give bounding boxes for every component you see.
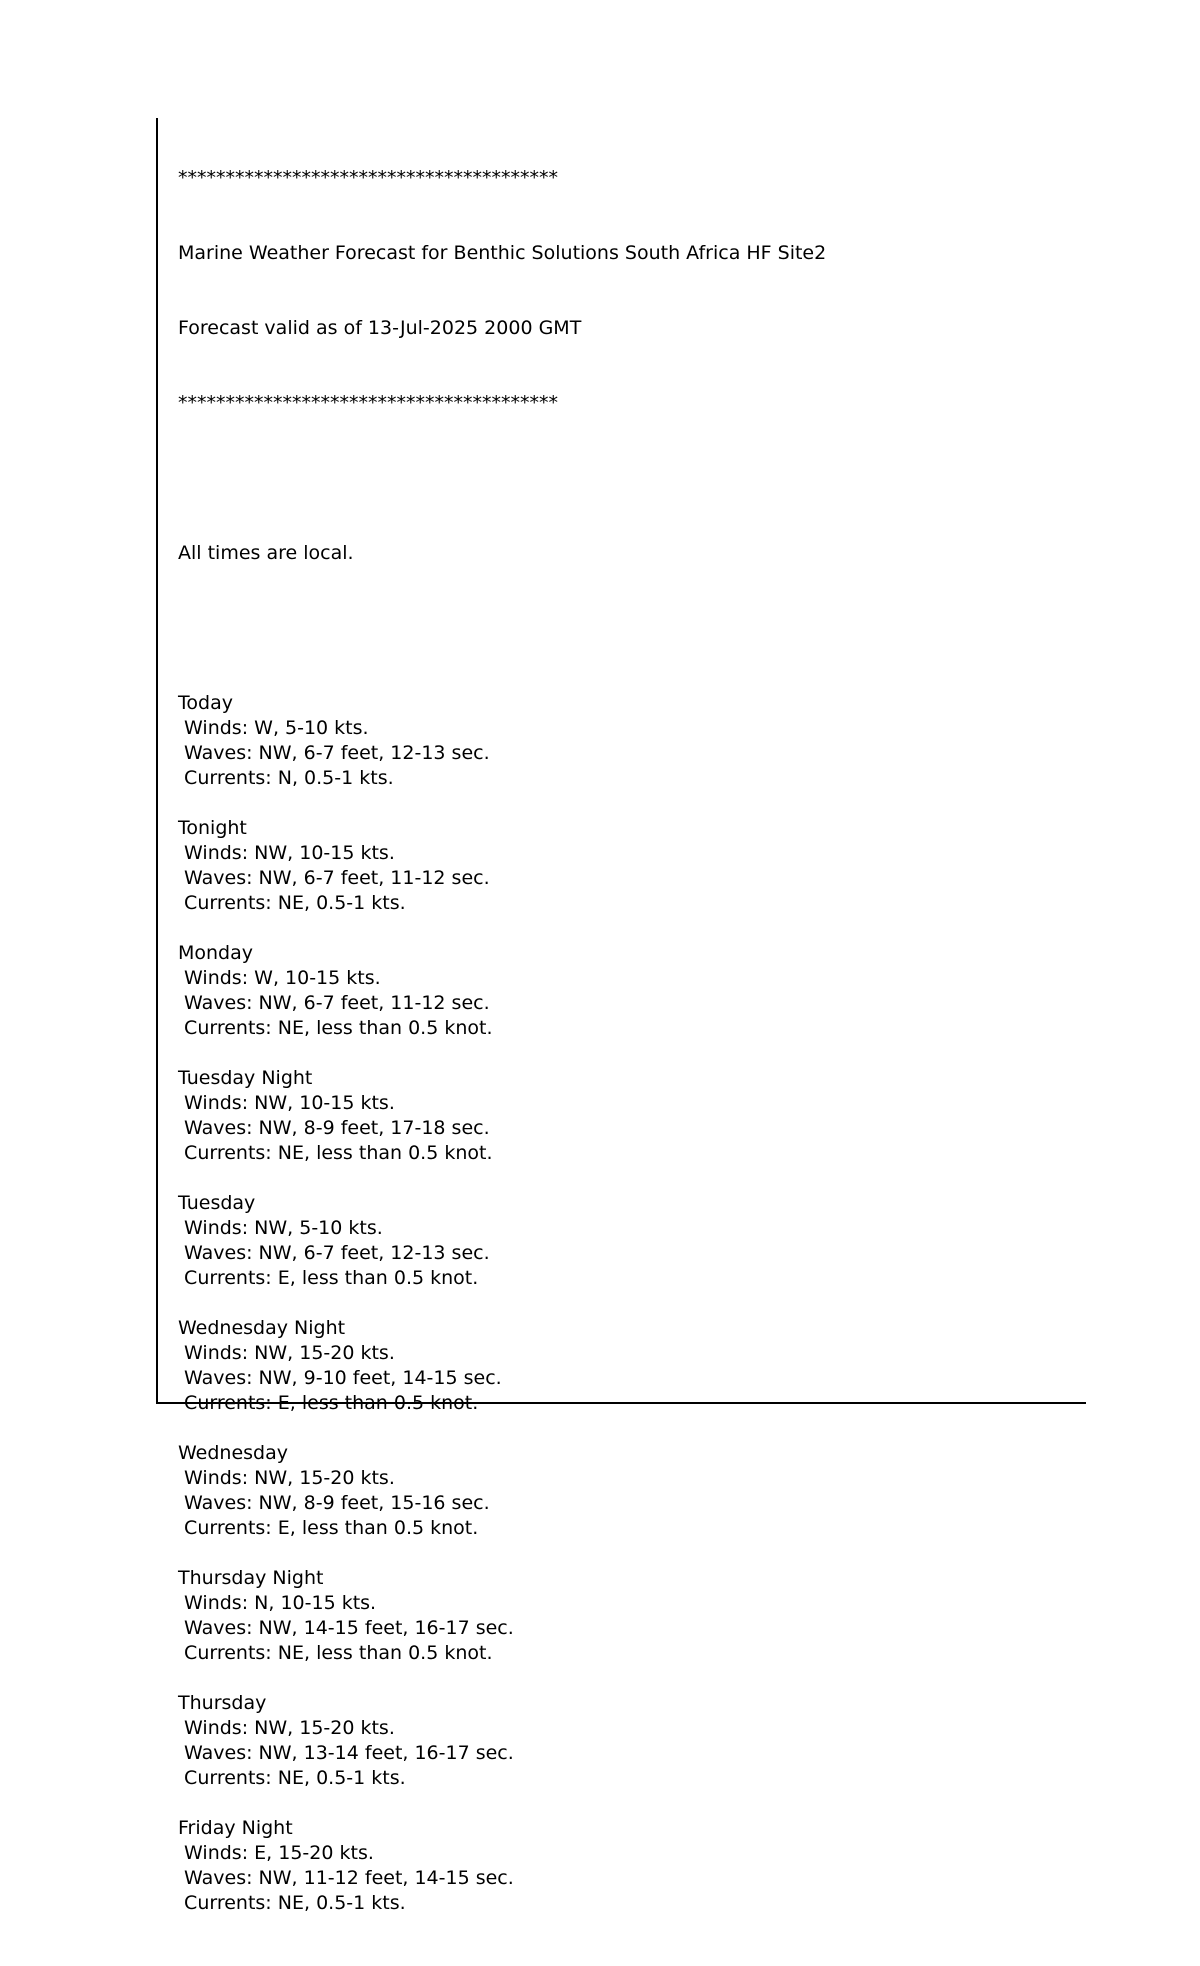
waves-label: Waves: — [184, 1742, 253, 1764]
currents-value: NE, less than 0.5 knot. — [277, 1017, 493, 1039]
waves-value: NW, 8-9 feet, 15-16 sec. — [258, 1492, 490, 1514]
waves-label: Waves: — [184, 742, 253, 764]
forecast-section — [178, 1316, 826, 1416]
waves-value: NW, 6-7 feet, 11-12 sec. — [258, 992, 490, 1014]
winds-label: Winds: — [184, 1092, 249, 1114]
currents-value: E, less than 0.5 knot. — [277, 1517, 479, 1539]
forecast-sections — [178, 691, 826, 1916]
waves-line — [178, 1866, 826, 1891]
waves-line — [178, 1241, 826, 1266]
winds-label: Winds: — [184, 1467, 249, 1489]
waves-value: NW, 13-14 feet, 16-17 sec. — [258, 1742, 514, 1764]
winds-value: NW, 10-15 kts. — [254, 1092, 395, 1114]
forecast-valid-line: Forecast valid as of 13-Jul-2025 2000 GMT — [178, 317, 582, 339]
waves-line — [178, 1616, 826, 1641]
forecast-section — [178, 1566, 826, 1666]
waves-label: Waves: — [184, 1492, 253, 1514]
currents-label: Currents: — [184, 1392, 272, 1414]
currents-line — [178, 766, 826, 791]
period-heading: Thursday Night — [178, 1567, 324, 1589]
currents-label: Currents: — [184, 1892, 272, 1914]
winds-label: Winds: — [184, 1717, 249, 1739]
winds-line — [178, 1841, 826, 1866]
winds-value: NW, 10-15 kts. — [254, 842, 395, 864]
currents-value: NE, less than 0.5 knot. — [277, 1642, 493, 1664]
currents-value: E, less than 0.5 knot. — [277, 1392, 479, 1414]
period-heading: Today — [178, 692, 233, 714]
currents-value: NE, 0.5-1 kts. — [277, 1767, 406, 1789]
winds-label: Winds: — [184, 842, 249, 864]
period-heading: Tuesday — [178, 1192, 256, 1214]
waves-value: NW, 6-7 feet, 12-13 sec. — [258, 742, 490, 764]
period-heading: Friday Night — [178, 1817, 293, 1839]
winds-line — [178, 1091, 826, 1116]
currents-line — [178, 1141, 826, 1166]
currents-line — [178, 1891, 826, 1916]
waves-label: Waves: — [184, 867, 253, 889]
forecast-document — [178, 116, 826, 1966]
winds-line — [178, 841, 826, 866]
waves-value: NW, 14-15 feet, 16-17 sec. — [258, 1617, 514, 1639]
winds-line — [178, 966, 826, 991]
currents-line — [178, 1641, 826, 1666]
forecast-section — [178, 1066, 826, 1166]
winds-value: N, 10-15 kts. — [254, 1592, 377, 1614]
winds-line — [178, 1341, 826, 1366]
winds-line — [178, 716, 826, 741]
waves-line — [178, 866, 826, 891]
waves-label: Waves: — [184, 1117, 253, 1139]
winds-label: Winds: — [184, 1342, 249, 1364]
document-title: Marine Weather Forecast for Benthic Solutions South Africa HF Site2 — [178, 242, 827, 264]
winds-label: Winds: — [184, 1217, 249, 1239]
forecast-section — [178, 1691, 826, 1791]
waves-value: NW, 9-10 feet, 14-15 sec. — [258, 1367, 502, 1389]
divider-bottom: **************************************** — [178, 392, 558, 414]
currents-label: Currents: — [184, 1142, 272, 1164]
forecast-section — [178, 1816, 826, 1916]
times-note: All times are local. — [178, 542, 354, 564]
currents-line — [178, 1016, 826, 1041]
currents-value: N, 0.5-1 kts. — [277, 767, 394, 789]
currents-label: Currents: — [184, 767, 272, 789]
waves-value: NW, 11-12 feet, 14-15 sec. — [258, 1867, 514, 1889]
currents-label: Currents: — [184, 1767, 272, 1789]
winds-line — [178, 1716, 826, 1741]
currents-label: Currents: — [184, 1642, 272, 1664]
winds-value: W, 10-15 kts. — [254, 967, 381, 989]
waves-line — [178, 1491, 826, 1516]
currents-line — [178, 1766, 826, 1791]
currents-value: NE, 0.5-1 kts. — [277, 892, 406, 914]
currents-value: NE, 0.5-1 kts. — [277, 1892, 406, 1914]
waves-line — [178, 1741, 826, 1766]
currents-value: NE, less than 0.5 knot. — [277, 1142, 493, 1164]
winds-label: Winds: — [184, 967, 249, 989]
winds-value: NW, 15-20 kts. — [254, 1467, 395, 1489]
forecast-section — [178, 1441, 826, 1541]
winds-line — [178, 1216, 826, 1241]
currents-label: Currents: — [184, 892, 272, 914]
waves-value: NW, 6-7 feet, 11-12 sec. — [258, 867, 490, 889]
waves-value: NW, 8-9 feet, 17-18 sec. — [258, 1117, 490, 1139]
period-heading: Monday — [178, 942, 254, 964]
forecast-section — [178, 1191, 826, 1291]
winds-line — [178, 1591, 826, 1616]
period-heading: Thursday — [178, 1692, 267, 1714]
currents-label: Currents: — [184, 1017, 272, 1039]
waves-label: Waves: — [184, 1867, 253, 1889]
waves-label: Waves: — [184, 992, 253, 1014]
currents-label: Currents: — [184, 1517, 272, 1539]
waves-line — [178, 741, 826, 766]
currents-line — [178, 1266, 826, 1291]
winds-line — [178, 1466, 826, 1491]
waves-label: Waves: — [184, 1242, 253, 1264]
currents-label: Currents: — [184, 1267, 272, 1289]
divider-top: **************************************** — [178, 167, 558, 189]
winds-value: NW, 15-20 kts. — [254, 1342, 395, 1364]
waves-value: NW, 6-7 feet, 12-13 sec. — [258, 1242, 490, 1264]
period-heading: Wednesday Night — [178, 1317, 346, 1339]
blank-line — [178, 466, 826, 491]
waves-line — [178, 1116, 826, 1141]
period-heading: Tuesday Night — [178, 1067, 313, 1089]
waves-label: Waves: — [184, 1617, 253, 1639]
waves-line — [178, 991, 826, 1016]
forecast-section — [178, 941, 826, 1041]
currents-line — [178, 1391, 826, 1416]
winds-value: W, 5-10 kts. — [254, 717, 369, 739]
forecast-section — [178, 691, 826, 791]
currents-value: E, less than 0.5 knot. — [277, 1267, 479, 1289]
winds-value: NW, 15-20 kts. — [254, 1717, 395, 1739]
winds-label: Winds: — [184, 1842, 249, 1864]
waves-line — [178, 1366, 826, 1391]
currents-line — [178, 891, 826, 916]
period-heading: Wednesday — [178, 1442, 289, 1464]
winds-label: Winds: — [184, 717, 249, 739]
period-heading: Tonight — [178, 817, 247, 839]
winds-value: E, 15-20 kts. — [254, 1842, 374, 1864]
winds-value: NW, 5-10 kts. — [254, 1217, 383, 1239]
blank-line — [178, 616, 826, 641]
waves-label: Waves: — [184, 1367, 253, 1389]
winds-label: Winds: — [184, 1592, 249, 1614]
currents-line — [178, 1516, 826, 1541]
forecast-section — [178, 816, 826, 916]
